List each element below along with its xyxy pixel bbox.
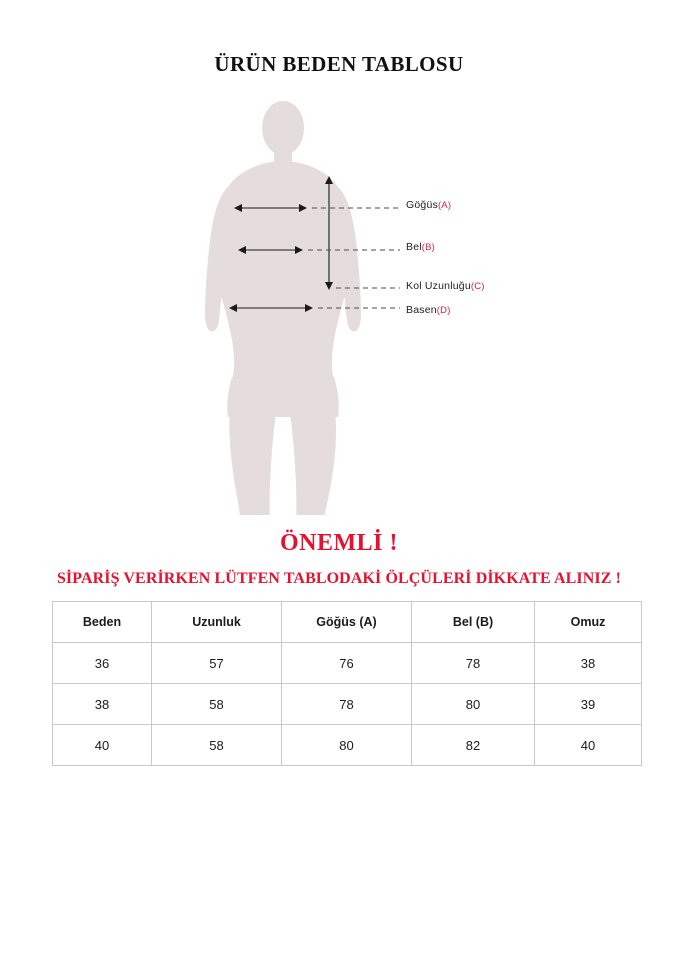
- cell-uzunluk: 57: [152, 643, 282, 684]
- measurement-label-hip: [406, 304, 451, 316]
- measurement-label-hip-text: Basen: [406, 304, 437, 316]
- cell-omuz: 39: [535, 684, 642, 725]
- measurement-code-hip: (D): [436, 305, 451, 316]
- table-header-beden: Beden: [53, 602, 152, 643]
- table-header-gogus: Göğüs (A): [282, 602, 412, 643]
- cell-uzunluk: 58: [152, 684, 282, 725]
- measurement-label-waist-text: Bel: [406, 241, 422, 253]
- measurement-label-bust-text: Göğüs: [406, 199, 438, 211]
- cell-uzunluk: 58: [152, 725, 282, 766]
- measurement-code-waist: (B): [421, 242, 436, 253]
- measurement-label-waist: [406, 241, 435, 253]
- measurement-code-sleeve: (C): [470, 281, 485, 292]
- cell-gogus: 76: [282, 643, 412, 684]
- table-header-row: [53, 602, 642, 643]
- size-table: [52, 601, 642, 766]
- table-header-omuz: Omuz: [535, 602, 642, 643]
- measurement-code-bust: (A): [437, 200, 452, 211]
- cell-omuz: 38: [535, 643, 642, 684]
- measurement-label-bust: [406, 199, 451, 211]
- cell-bel: 82: [412, 725, 535, 766]
- body-silhouette-icon: [0, 95, 678, 515]
- cell-beden: 38: [53, 684, 152, 725]
- size-guide-figure: [0, 95, 678, 515]
- table-header-uzunluk: Uzunluk: [152, 602, 282, 643]
- page-title: ÜRÜN BEDEN TABLOSU: [214, 52, 464, 76]
- measurement-label-sleeve: [406, 280, 485, 292]
- table-row: [53, 725, 642, 766]
- cell-beden: 36: [53, 643, 152, 684]
- cell-omuz: 40: [535, 725, 642, 766]
- cell-gogus: 78: [282, 684, 412, 725]
- important-subtext: SİPARİŞ VERİRKEN LÜTFEN TABLODAKİ ÖLÇÜLERİ DİKKATE ALINIZ !: [56, 570, 622, 587]
- table-row: [53, 643, 642, 684]
- cell-beden: 40: [53, 725, 152, 766]
- table-header-bel: Bel (B): [412, 602, 535, 643]
- measurement-label-sleeve-text: Kol Uzunluğu: [406, 280, 471, 292]
- table-row: [53, 684, 642, 725]
- important-headline: ÖNEMLİ !: [280, 530, 398, 556]
- cell-gogus: 80: [282, 725, 412, 766]
- cell-bel: 78: [412, 643, 535, 684]
- cell-bel: 80: [412, 684, 535, 725]
